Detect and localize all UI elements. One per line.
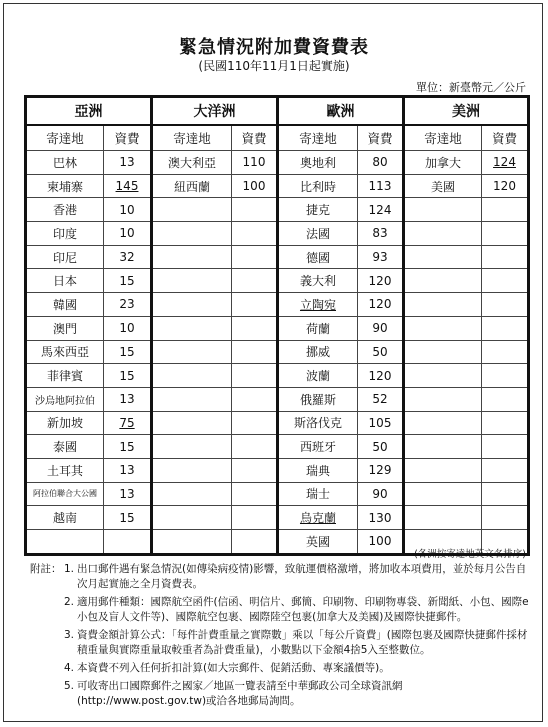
- destination-cell: [152, 435, 232, 459]
- destination-cell: 阿拉伯聯合大公國: [26, 482, 104, 506]
- table-row: [26, 364, 529, 388]
- fee-cell: [104, 530, 152, 555]
- fee-cell: 113: [358, 174, 404, 198]
- destination-cell: [152, 340, 232, 364]
- table-row: [26, 174, 529, 198]
- fee-cell: [232, 222, 278, 246]
- fee-cell: 120: [482, 174, 529, 198]
- fee-cell: [232, 435, 278, 459]
- fee-cell: [482, 482, 529, 506]
- table-row: [26, 340, 529, 364]
- note-text: 本資費不列入任何折扣計算(如大宗郵件、促銷活動、專案議價等)。: [77, 662, 390, 674]
- note-text: 資費金額計算公式：「每件計費重量之實際數」乘以「每公斤資費」(國際包裹及國際快捷郵件採材積重量與實際重量取較重者為計費重量)，小數點以下金額4捨5入至整數位。: [77, 629, 528, 656]
- fee-cell: [232, 245, 278, 269]
- fee-cell: [232, 482, 278, 506]
- destination-cell: [404, 364, 482, 388]
- destination-cell: [152, 482, 232, 506]
- destination-cell: 英國: [278, 530, 358, 555]
- note-number: 2.: [64, 596, 75, 608]
- fee-cell: [482, 458, 529, 482]
- destination-cell: 越南: [26, 506, 104, 530]
- region-asia: 亞洲: [26, 97, 152, 126]
- col-header-fee: 資費: [104, 125, 152, 151]
- note-item: [64, 562, 530, 592]
- fee-cell: 124: [482, 151, 529, 175]
- destination-cell: 印度: [26, 222, 104, 246]
- table-row: [26, 245, 529, 269]
- fee-cell: 75: [104, 411, 152, 435]
- fee-cell: 145: [104, 174, 152, 198]
- destination-cell: 比利時: [278, 174, 358, 198]
- fee-cell: 120: [358, 269, 404, 293]
- fee-cell: [232, 458, 278, 482]
- destination-cell: [404, 387, 482, 411]
- destination-cell: 菲律賓: [26, 364, 104, 388]
- destination-cell: [152, 293, 232, 317]
- fee-cell: 90: [358, 316, 404, 340]
- sort-note: (各洲按寄達地英文名排序): [414, 549, 526, 560]
- table-row: [26, 482, 529, 506]
- table-row: [26, 435, 529, 459]
- fee-cell: [482, 222, 529, 246]
- destination-cell: [404, 435, 482, 459]
- note-item: [64, 628, 530, 658]
- destination-cell: 奧地利: [278, 151, 358, 175]
- region-americas: 美洲: [404, 97, 529, 126]
- destination-cell: [152, 387, 232, 411]
- destination-cell: 土耳其: [26, 458, 104, 482]
- destination-cell: 捷克: [278, 198, 358, 222]
- table-row: [26, 387, 529, 411]
- destination-cell: 義大利: [278, 269, 358, 293]
- table-row: [26, 411, 529, 435]
- fee-cell: [482, 506, 529, 530]
- destination-cell: 紐西蘭: [152, 174, 232, 198]
- note-number: 4.: [64, 662, 75, 674]
- fee-cell: [482, 269, 529, 293]
- fee-cell: [232, 506, 278, 530]
- col-header-fee: 資費: [232, 125, 278, 151]
- note-text: 可收寄出口國際郵件之國家／地區一覽表請至中華郵政公司全球資訊網(http://www.post.gov.tw)或洽各地郵局詢問。: [77, 680, 403, 707]
- destination-cell: 日本: [26, 269, 104, 293]
- fee-cell: 15: [104, 364, 152, 388]
- destination-cell: 西班牙: [278, 435, 358, 459]
- fee-cell: [482, 316, 529, 340]
- table-row: [26, 293, 529, 317]
- fee-cell: 100: [232, 174, 278, 198]
- fee-cell: [482, 198, 529, 222]
- destination-cell: 荷蘭: [278, 316, 358, 340]
- fee-cell: 120: [358, 364, 404, 388]
- fee-cell: [232, 530, 278, 555]
- destination-cell: [404, 269, 482, 293]
- notes-list: [30, 562, 530, 709]
- fee-cell: 129: [358, 458, 404, 482]
- fee-cell: 15: [104, 269, 152, 293]
- table-row: [26, 269, 529, 293]
- unit-label: 單位：新臺幣元／公斤: [416, 81, 526, 94]
- notes-section: [30, 562, 530, 712]
- note-text: 出口郵件遇有緊急情況(如傳染病疫情)影響，致航運價格激增，將加收本項費用，並於每月公告自次月起實施之全月資費表。: [77, 563, 527, 590]
- fee-cell: [232, 316, 278, 340]
- destination-cell: 波蘭: [278, 364, 358, 388]
- destination-cell: [152, 222, 232, 246]
- fee-cell: [232, 269, 278, 293]
- destination-cell: 俄羅斯: [278, 387, 358, 411]
- note-item: [64, 595, 530, 625]
- destination-cell: 沙烏地阿拉伯: [26, 387, 104, 411]
- fee-cell: [482, 245, 529, 269]
- fee-cell: 13: [104, 387, 152, 411]
- column-header-row: [26, 125, 529, 151]
- fee-cell: [232, 364, 278, 388]
- fee-cell: 93: [358, 245, 404, 269]
- fee-cell: 105: [358, 411, 404, 435]
- note-number: 5.: [64, 680, 75, 692]
- destination-cell: [404, 222, 482, 246]
- destination-cell: 德國: [278, 245, 358, 269]
- region-europe: 歐洲: [278, 97, 404, 126]
- destination-cell: 香港: [26, 198, 104, 222]
- col-header-dest: 寄達地: [278, 125, 358, 151]
- destination-cell: 韓國: [26, 293, 104, 317]
- destination-cell: 柬埔寨: [26, 174, 104, 198]
- col-header-dest: 寄達地: [26, 125, 104, 151]
- region-oceania: 大洋洲: [152, 97, 278, 126]
- destination-cell: [404, 245, 482, 269]
- destination-cell: [152, 530, 232, 555]
- fee-cell: 15: [104, 506, 152, 530]
- destination-cell: [404, 411, 482, 435]
- col-header-fee: 資費: [482, 125, 529, 151]
- fee-cell: 50: [358, 435, 404, 459]
- destination-cell: 美國: [404, 174, 482, 198]
- destination-cell: [152, 245, 232, 269]
- fee-cell: [482, 340, 529, 364]
- fee-cell: [482, 411, 529, 435]
- destination-cell: 澳門: [26, 316, 104, 340]
- fee-cell: [482, 293, 529, 317]
- destination-cell: 巴林: [26, 151, 104, 175]
- destination-cell: 泰國: [26, 435, 104, 459]
- destination-cell: [26, 530, 104, 555]
- col-header-dest: 寄達地: [152, 125, 232, 151]
- note-number: 3.: [64, 629, 75, 641]
- fee-cell: 10: [104, 222, 152, 246]
- page-title: 緊急情況附加費資費表: [179, 37, 369, 58]
- destination-cell: 斯洛伐克: [278, 411, 358, 435]
- fee-cell: [482, 364, 529, 388]
- destination-cell: 澳大利亞: [152, 151, 232, 175]
- destination-cell: [404, 458, 482, 482]
- destination-cell: [152, 198, 232, 222]
- destination-cell: 瑞典: [278, 458, 358, 482]
- destination-cell: [404, 340, 482, 364]
- destination-cell: [152, 458, 232, 482]
- fee-cell: 124: [358, 198, 404, 222]
- fee-cell: 120: [358, 293, 404, 317]
- destination-cell: [404, 293, 482, 317]
- fee-cell: [482, 435, 529, 459]
- destination-cell: [152, 411, 232, 435]
- fee-cell: [482, 387, 529, 411]
- col-header-fee: 資費: [358, 125, 404, 151]
- destination-cell: [152, 506, 232, 530]
- table-row: [26, 506, 529, 530]
- fee-cell: 32: [104, 245, 152, 269]
- surcharge-table: [24, 95, 530, 556]
- fee-cell: [232, 198, 278, 222]
- destination-cell: [404, 198, 482, 222]
- fee-cell: 23: [104, 293, 152, 317]
- destination-cell: 立陶宛: [278, 293, 358, 317]
- destination-cell: [152, 316, 232, 340]
- table-row: [26, 458, 529, 482]
- fee-cell: 80: [358, 151, 404, 175]
- fee-cell: 13: [104, 458, 152, 482]
- notes-lead: 附註：: [30, 563, 62, 575]
- note-number: 1.: [64, 563, 75, 575]
- col-header-dest: 寄達地: [404, 125, 482, 151]
- destination-cell: [404, 482, 482, 506]
- fee-cell: [232, 340, 278, 364]
- fee-cell: [232, 387, 278, 411]
- fee-cell: 13: [104, 482, 152, 506]
- destination-cell: 烏克蘭: [278, 506, 358, 530]
- region-header-row: [26, 97, 529, 126]
- destination-cell: 瑞士: [278, 482, 358, 506]
- fee-cell: [232, 293, 278, 317]
- note-text: 適用郵件種類：國際航空函件(信函、明信片、郵簡、印刷物、印刷物專袋、新聞紙、小包、國際e小包及盲人文件等)、國際航空包裹、國際陸空包裹(加拿大及美國)及國際快捷郵件。: [77, 596, 529, 623]
- destination-cell: [404, 316, 482, 340]
- destination-cell: [152, 269, 232, 293]
- fee-cell: 15: [104, 340, 152, 364]
- destination-cell: 馬來西亞: [26, 340, 104, 364]
- destination-cell: 印尼: [26, 245, 104, 269]
- destination-cell: [404, 506, 482, 530]
- effective-date: (民國110年11月1日起實施): [198, 59, 350, 73]
- table-row: [26, 222, 529, 246]
- destination-cell: [152, 364, 232, 388]
- destination-cell: 法國: [278, 222, 358, 246]
- fee-cell: 15: [104, 435, 152, 459]
- destination-cell: 新加坡: [26, 411, 104, 435]
- note-item: [64, 679, 530, 709]
- table-row: [26, 316, 529, 340]
- fee-cell: 10: [104, 316, 152, 340]
- fee-cell: [232, 411, 278, 435]
- destination-cell: 挪威: [278, 340, 358, 364]
- table-row: [26, 151, 529, 175]
- fee-cell: 110: [232, 151, 278, 175]
- fee-cell: 50: [358, 340, 404, 364]
- destination-cell: 加拿大: [404, 151, 482, 175]
- fee-cell: 90: [358, 482, 404, 506]
- fee-cell: 10: [104, 198, 152, 222]
- fee-cell: 13: [104, 151, 152, 175]
- fee-cell: 100: [358, 530, 404, 555]
- table-row: [26, 198, 529, 222]
- fee-cell: 130: [358, 506, 404, 530]
- note-item: [64, 661, 530, 676]
- fee-cell: 52: [358, 387, 404, 411]
- fee-cell: 83: [358, 222, 404, 246]
